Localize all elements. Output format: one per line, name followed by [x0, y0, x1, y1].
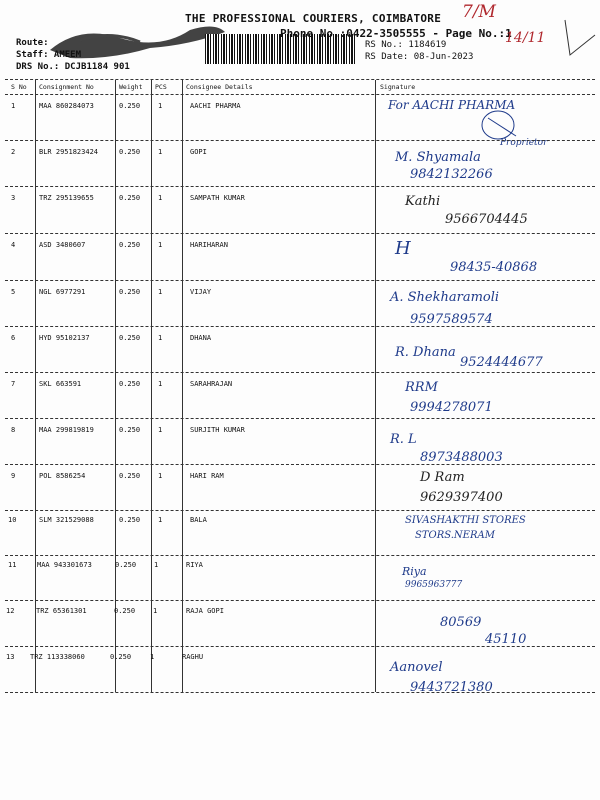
row-rule: [5, 372, 595, 373]
row-consignee: BALA: [190, 516, 207, 524]
row-signature-note: 9524444677: [460, 355, 543, 370]
row-sno: 9: [11, 472, 16, 480]
row-pcs: 1: [153, 607, 158, 615]
row-weight: 0.250: [119, 380, 141, 388]
row-signature: Riya: [402, 565, 427, 578]
row-consignment: NGL 6977291: [39, 288, 86, 296]
row-consignee: HARIHARAN: [190, 241, 228, 249]
row-signature: RRM: [405, 380, 438, 395]
row-signature: H: [395, 238, 411, 259]
row-weight: 0.250: [119, 472, 141, 480]
row-signature: R. L: [390, 432, 417, 447]
row-weight: 0.250: [119, 334, 141, 342]
row-consignee: GOPI: [190, 148, 207, 156]
row-signature: R. Dhana: [395, 345, 456, 360]
row-consignee: DHANA: [190, 334, 212, 342]
row-consignee: SARAHRAJAN: [190, 380, 233, 388]
row-rule: [5, 464, 595, 465]
row-pcs: 1: [158, 102, 163, 110]
row-signature-note: 9566704445: [445, 212, 528, 227]
row-weight: 0.250: [110, 653, 132, 661]
row-pcs: 1: [158, 288, 163, 296]
row-sno: 3: [11, 194, 16, 202]
row-pcs: 1: [158, 516, 163, 524]
drs-number: DRS No.: DCJB1184 901: [16, 62, 130, 72]
row-pcs: 1: [150, 653, 155, 661]
row-sno: 5: [11, 288, 16, 296]
row-weight: 0.250: [119, 516, 141, 524]
row-signature-note: 9842132266: [410, 167, 493, 182]
row-sno: 2: [11, 148, 16, 156]
row-sno: 11: [8, 561, 17, 569]
row-sno: 7: [11, 380, 16, 388]
row-consignment: TRZ 113338060: [30, 653, 85, 661]
row-consignment: HYD 95102137: [39, 334, 90, 342]
row-pcs: 1: [158, 426, 163, 434]
row-consignment: MAA 943301673: [37, 561, 92, 569]
col-header-consignment: Consignment No: [39, 83, 94, 91]
row-signature: SIVASHAKTHI STORES: [405, 515, 526, 526]
phone-page: Phone No.:0422-3505555 - Page No.:1: [280, 27, 512, 40]
row-consignment: POL 8586254: [39, 472, 86, 480]
row-rule: [5, 555, 595, 556]
row-sno: 8: [11, 426, 16, 434]
row-signature: M. Shyamala: [395, 150, 481, 165]
row-rule: [5, 280, 595, 281]
table-top-rule: [5, 79, 595, 80]
row-weight: 0.250: [119, 288, 141, 296]
row-consignee: RIYA: [186, 561, 203, 569]
row-consignee: RAJA GOPI: [186, 607, 224, 615]
row-weight: 0.250: [119, 194, 141, 202]
row-pcs: 1: [158, 380, 163, 388]
row-weight: 0.250: [119, 102, 141, 110]
rs-number: RS No.: 1184619: [365, 40, 447, 50]
table-header-rule: [5, 94, 595, 95]
staff-label: Staff: AMEEM: [16, 50, 82, 60]
row-rule: [5, 692, 595, 693]
row-consignment: SKL 663591: [39, 380, 82, 388]
stamp-icon: [478, 108, 528, 142]
row-consignment: TRZ 295139655: [39, 194, 94, 202]
row-signature-note: 45110: [485, 632, 527, 647]
row-signature: 80569: [440, 615, 482, 630]
handwritten-note-1: 7/M: [462, 2, 496, 22]
row-rule: [5, 326, 595, 327]
row-sno: 4: [11, 241, 16, 249]
row-weight: 0.250: [119, 148, 141, 156]
row-sno: 10: [8, 516, 17, 524]
row-rule: [5, 510, 595, 511]
pen-mark: [560, 15, 600, 60]
row-rule: [5, 186, 595, 187]
col-header-consignee: Consignee Details: [186, 83, 253, 91]
row-consignment: MAA 860284073: [39, 102, 94, 110]
row-consignee: RAGHU: [182, 653, 204, 661]
row-weight: 0.250: [115, 561, 137, 569]
row-signature-note: 9965963777: [405, 580, 463, 590]
row-consignee: HARI RAM: [190, 472, 224, 480]
row-signature: For AACHI PHARMA: [388, 98, 516, 112]
company-title: THE PROFESSIONAL COURIERS, COIMBATORE: [185, 12, 442, 25]
row-signature-note: Proprietor: [500, 138, 548, 148]
row-consignment: BLR 2951823424: [39, 148, 99, 156]
row-signature: A. Shekharamoli: [390, 290, 500, 305]
row-pcs: 1: [154, 561, 159, 569]
row-rule: [5, 140, 595, 141]
row-signature-note: 98435-40868: [450, 260, 538, 275]
route-label: Route:: [16, 38, 49, 48]
row-consignee: SAMPATH KUMAR: [190, 194, 245, 202]
row-signature: Kathi: [405, 194, 441, 209]
row-pcs: 1: [158, 334, 163, 342]
row-signature-note: 8973488003: [420, 450, 503, 465]
row-weight: 0.250: [119, 426, 141, 434]
row-signature: D Ram: [420, 470, 465, 485]
row-consignee: AACHI PHARMA: [190, 102, 241, 110]
row-rule: [5, 646, 595, 647]
row-weight: 0.250: [119, 241, 141, 249]
handwritten-note-2: 14/11: [505, 30, 546, 46]
col-header-signature: Signature: [380, 83, 416, 91]
col-header-weight: Weight: [119, 83, 143, 91]
row-rule: [5, 418, 595, 419]
row-signature: Aanovel: [390, 660, 443, 675]
row-signature-note: 9994278071: [410, 400, 493, 415]
row-pcs: 1: [158, 241, 163, 249]
row-consignment: ASD 3480607: [39, 241, 86, 249]
row-consignee: SURJITH KUMAR: [190, 426, 245, 434]
row-signature-note: 9597589574: [410, 312, 493, 327]
row-consignment: TRZ 65361301: [36, 607, 87, 615]
row-weight: 0.250: [114, 607, 136, 615]
row-pcs: 1: [158, 148, 163, 156]
row-pcs: 1: [158, 472, 163, 480]
row-signature-note: 9629397400: [420, 490, 503, 505]
row-sno: 12: [6, 607, 15, 615]
row-sno: 6: [11, 334, 16, 342]
col-header-pcs: PCS: [155, 83, 167, 91]
row-signature-note: 9443721380: [410, 680, 493, 695]
row-pcs: 1: [158, 194, 163, 202]
row-signature-note: STORS.NERAM: [415, 530, 495, 541]
col-header-sno: S No: [11, 83, 27, 91]
row-rule: [5, 600, 595, 601]
row-consignment: SLM 321529088: [39, 516, 94, 524]
row-consignee: VIJAY: [190, 288, 212, 296]
row-sno: 13: [6, 653, 15, 661]
row-rule: [5, 233, 595, 234]
row-consignment: MAA 299819819: [39, 426, 94, 434]
row-sno: 1: [11, 102, 16, 110]
rs-date: RS Date: 08-Jun-2023: [365, 52, 474, 62]
